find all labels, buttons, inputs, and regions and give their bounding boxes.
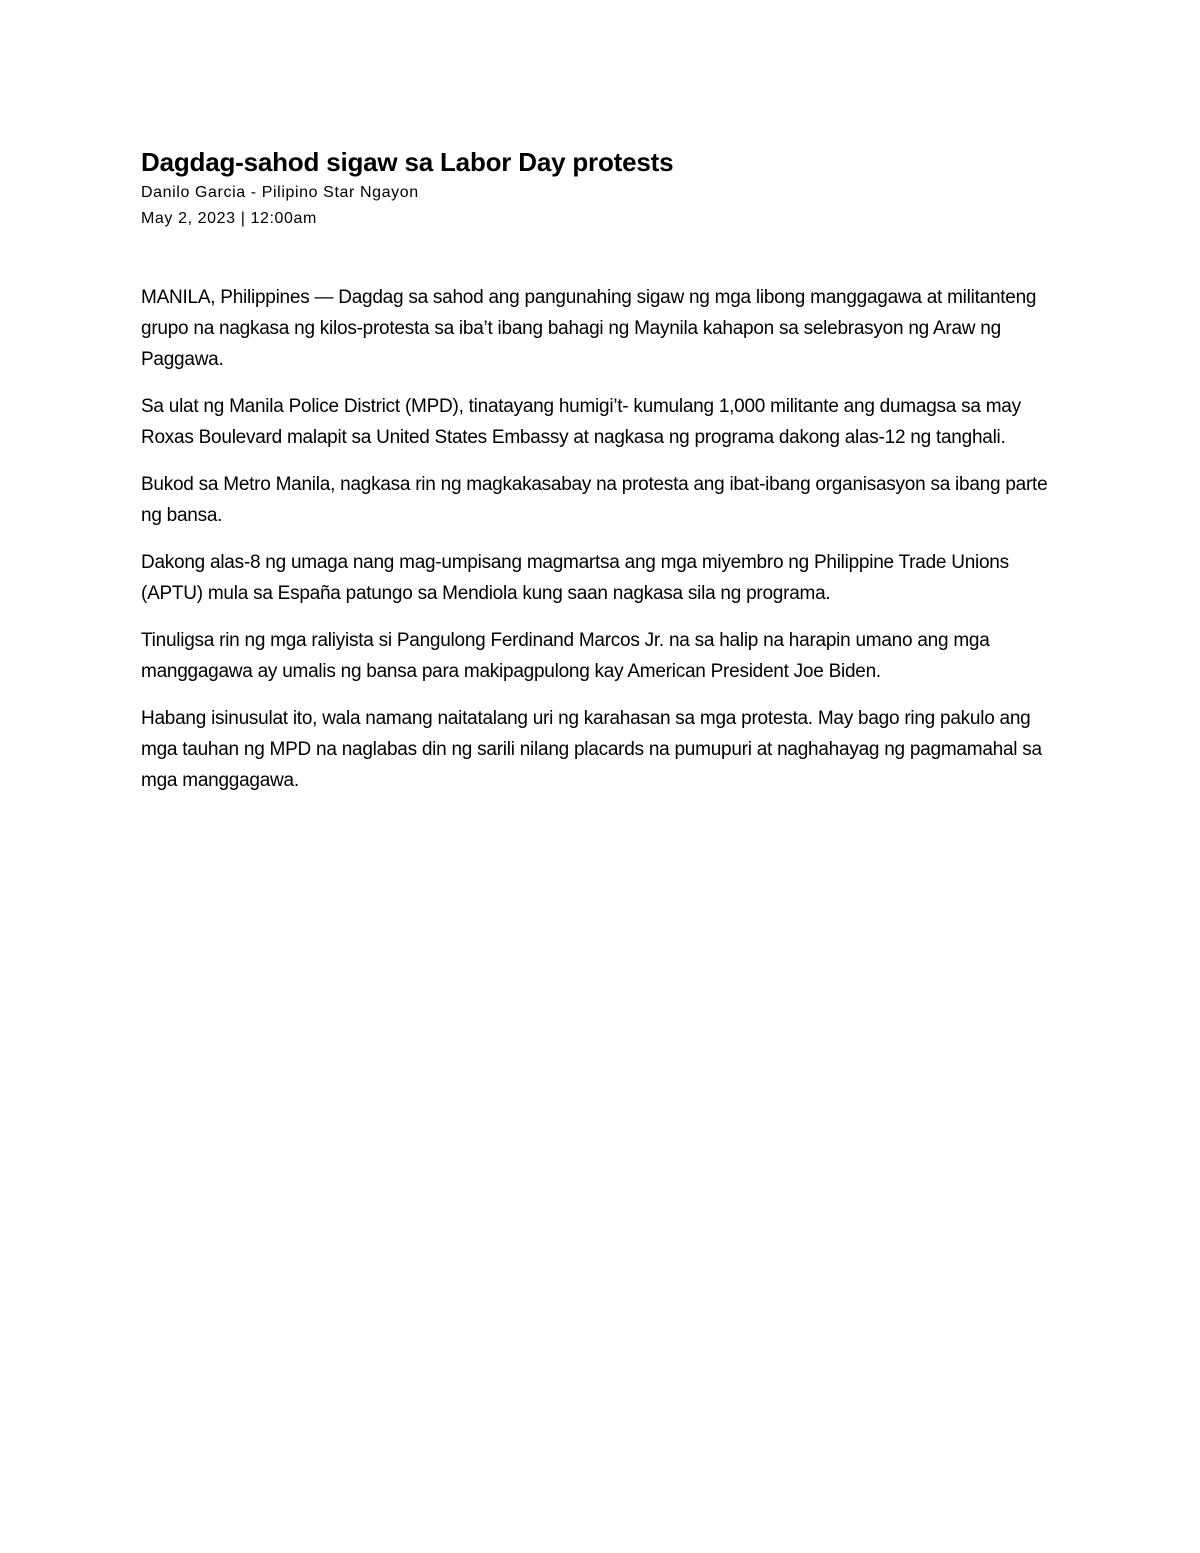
article-paragraph: Tinuligsa rin ng mga raliyista si Pangulong Ferdinand Marcos Jr. na sa halip na harapin umano ang mga manggagawa ay umalis ng bansa para makipagpulong kay American President Joe Biden. (141, 630, 990, 682)
article-paragraph: Dakong alas-8 ng umaga nang mag-umpisang magmartsa ang mga miyembro ng Philippine Trade Unions (APTU) mula sa España patungo sa Mendiola kung saan nagkasa sila ng programa. (141, 552, 1009, 604)
article (141, 144, 1061, 812)
article-byline: Danilo Garcia - Pilipino Star Ngayon (141, 184, 419, 201)
article-dateline: May 2, 2023 | 12:00am (141, 210, 317, 227)
article-body (141, 282, 1061, 796)
article-paragraph: Bukod sa Metro Manila, nagkasa rin ng magkakasabay na protesta ang ibat-ibang organisasyon sa ibang parte ng bansa. (141, 474, 1048, 526)
article-paragraph: Sa ulat ng Manila Police District (MPD), tinatayang humigi’t- kumulang 1,000 militante ang dumagsa sa may Roxas Boulevard malapit sa United States Embassy at nagkasa ng programa dakong alas-12 ng tanghali. (141, 396, 1021, 448)
article-paragraph: MANILA, Philippines — Dagdag sa sahod ang pangunahing sigaw ng mga libong manggagawa at militanteng grupo na nagkasa ng kilos-protesta sa iba’t ibang bahagi ng Maynila kahapon sa selebrasyon ng Araw ng Paggawa. (141, 287, 1037, 370)
article-paragraph: Habang isinusulat ito, wala namang naitatalang uri ng karahasan sa mga protesta. May bago ring pakulo ang mga tauhan ng MPD na naglabas din ng sarili nilang placards na pumupuri at naghahayag ng pagmamahal sa mga manggagawa. (141, 708, 1042, 791)
article-headline: Dagdag-sahod sigaw sa Labor Day protests (141, 147, 674, 177)
